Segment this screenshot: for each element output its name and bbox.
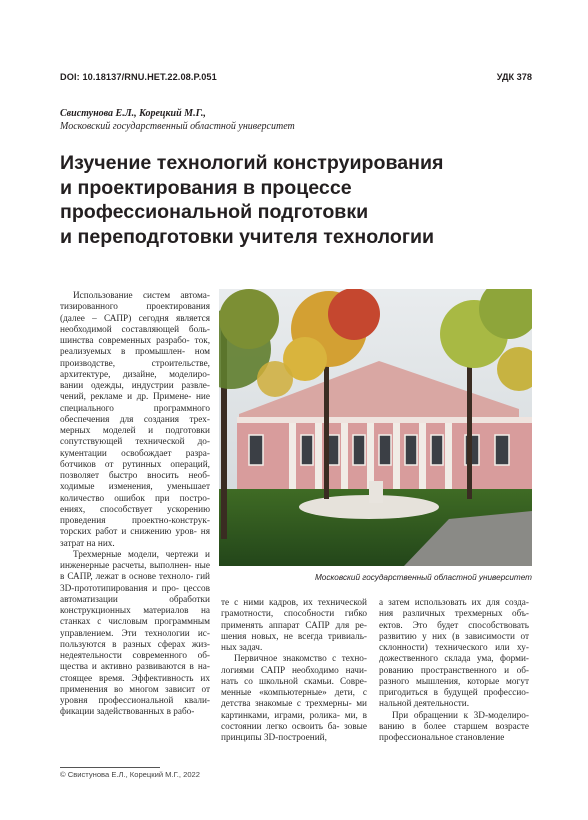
text-line: ном производстве, строительстве, <box>60 347 211 369</box>
text-line: дожественного склада ума, форми- <box>379 654 529 665</box>
title-line: и проектирования в процессе <box>60 176 352 199</box>
udk-label: УДК 378 <box>496 72 532 82</box>
text-line: ениях, способствует ускорению <box>60 504 210 515</box>
text-line: проведения проектно-конструк- <box>60 516 210 526</box>
text-line: ных задач. <box>221 643 263 653</box>
copyright-note: © Свистунова Е.Л., Корецкий М.Г., 2022 <box>60 770 201 779</box>
text-line: Трехмерные модели, чертежи <box>73 549 199 560</box>
text-line: склонности) технического или ху- <box>379 643 529 653</box>
paragraph <box>379 711 529 745</box>
text-line: тизированного проектирования <box>60 302 210 313</box>
title-line: профессиональной подготовки <box>60 201 369 224</box>
text-line: ектов. Это будет способствовать <box>379 620 529 631</box>
text-line: стоящее время. Эффективность их <box>60 673 210 684</box>
text-line: ток, реализуемых в промышлен- <box>60 336 211 358</box>
text-line: применять аппарат САПР для ре- <box>221 620 367 631</box>
title-line: и переподготовки учителя технологии <box>60 225 435 248</box>
text-line: профессиональное становление <box>379 733 505 743</box>
text-line: торских работ и снижению уров- <box>60 527 197 538</box>
text-line: нать со школьной скамьи. Совре- <box>221 676 367 687</box>
text-line: архитектуре, дизайне, моделиро- <box>60 369 210 380</box>
text-line: управлением. Эти технологии ис- <box>60 628 210 639</box>
text-line: фикации задействованных в рабо- <box>60 707 195 718</box>
text-line: кументации освобождает разра- <box>60 448 210 459</box>
text-line: станках с числовым программным <box>60 617 210 628</box>
text-line: с детства знакомые с трехмерны- <box>221 688 368 710</box>
author-affiliation: Московский государственный областной университет <box>60 120 295 132</box>
text-line: ми картинками, играми, роликa- <box>221 699 367 721</box>
text-line: мерных моделей и подготовки <box>60 426 210 436</box>
text-line: чений, рекламе и др. Примене- <box>60 392 192 403</box>
text-line: количество ошибок при постро- <box>60 493 210 504</box>
text-line: пригодиться в будущей профессио- <box>379 688 529 698</box>
text-line: ния различных трехмерных объ- <box>379 609 529 620</box>
photo-caption: Московский государственный областной университет <box>314 573 532 582</box>
text-column-1 <box>60 291 210 719</box>
authors-block <box>60 108 295 133</box>
text-line: обеспечения для создания трех- <box>60 414 210 425</box>
text-line: разного мышления, которые могут <box>379 676 529 687</box>
text-line: грамотности, способности гибко <box>221 609 367 620</box>
text-line: пользуются в разных сферах жиз- <box>60 639 210 650</box>
text-line: шинства современных разрабо- <box>60 336 190 346</box>
text-line: нальной деятельности. <box>379 699 470 710</box>
text-line: цессов автоматизации обработки <box>60 583 210 605</box>
article-title <box>60 151 540 249</box>
text-line: щества и активно развиваются в на- <box>60 662 210 673</box>
text-line: вании одежды, индустрии развле- <box>60 381 210 391</box>
text-line: шения новых, не всегда тривиаль- <box>221 631 367 642</box>
text-line: и инженерные расчеты, выполнен- <box>60 549 210 571</box>
text-line: конструкционных материалов на <box>60 606 210 616</box>
text-column-2 <box>221 598 367 744</box>
paragraph <box>60 550 210 719</box>
paragraph <box>221 654 367 744</box>
text-line: Первичное знакомство с техно- <box>234 654 367 665</box>
text-line: Использование систем автома- <box>73 291 210 301</box>
text-line: ванию в более старшем возрасте <box>379 721 529 732</box>
text-line: ние специального программного <box>60 392 210 414</box>
text-line: ные в САПР, лежат в основе техноло- <box>60 561 211 583</box>
doi-label: DOI: 10.18137/RNU.HET.22.08.P.051 <box>60 72 217 82</box>
text-line: ми, в состоянии легко освоить ба- <box>221 710 367 732</box>
text-line: а затем использовать их для созда- <box>379 598 529 608</box>
text-line: При обращении к 3D-моделиро- <box>392 710 529 721</box>
title-line: Изучение технологий конструирования <box>60 152 444 174</box>
text-column-3 <box>379 598 529 744</box>
text-line: уровня профессиональной квали- <box>60 696 210 706</box>
text-line: зовые принципы 3D-построений, <box>221 721 367 743</box>
text-line: необходимой составляющей боль- <box>60 324 210 335</box>
paragraph <box>60 291 210 550</box>
text-line: гий 3D-прототипирования и про- <box>60 572 210 594</box>
paragraph <box>221 598 367 654</box>
text-line: недеятельности современного об- <box>60 651 210 661</box>
text-line: развитию у них (в зависимости от <box>379 631 529 642</box>
text-line: логиями САПР необходимо начи- <box>221 665 367 676</box>
text-line: ходимые изменения, уменьшает <box>60 482 210 493</box>
text-line: ботчиков от рутинных операций, <box>60 459 210 470</box>
text-line: менные «компьютерные» дети, <box>221 688 355 698</box>
text-line: позволяет быстро вносить необ- <box>60 471 210 481</box>
text-line: ня затрат на них. <box>60 527 210 549</box>
author-names: Свистунова Е.Л., Корецкий М.Г., <box>60 108 206 119</box>
text-line: применения во многом зависит от <box>60 684 210 695</box>
paragraph <box>379 598 529 711</box>
text-line: сопутствующей технической до- <box>60 437 210 448</box>
text-line: те с ними кадров, их технической <box>221 598 367 608</box>
footnote-rule <box>60 767 160 768</box>
text-line: рованию пространственного и об- <box>379 665 529 676</box>
text-line: (далее – САПР) сегодня является <box>60 313 210 324</box>
university-building-photo <box>219 289 532 566</box>
